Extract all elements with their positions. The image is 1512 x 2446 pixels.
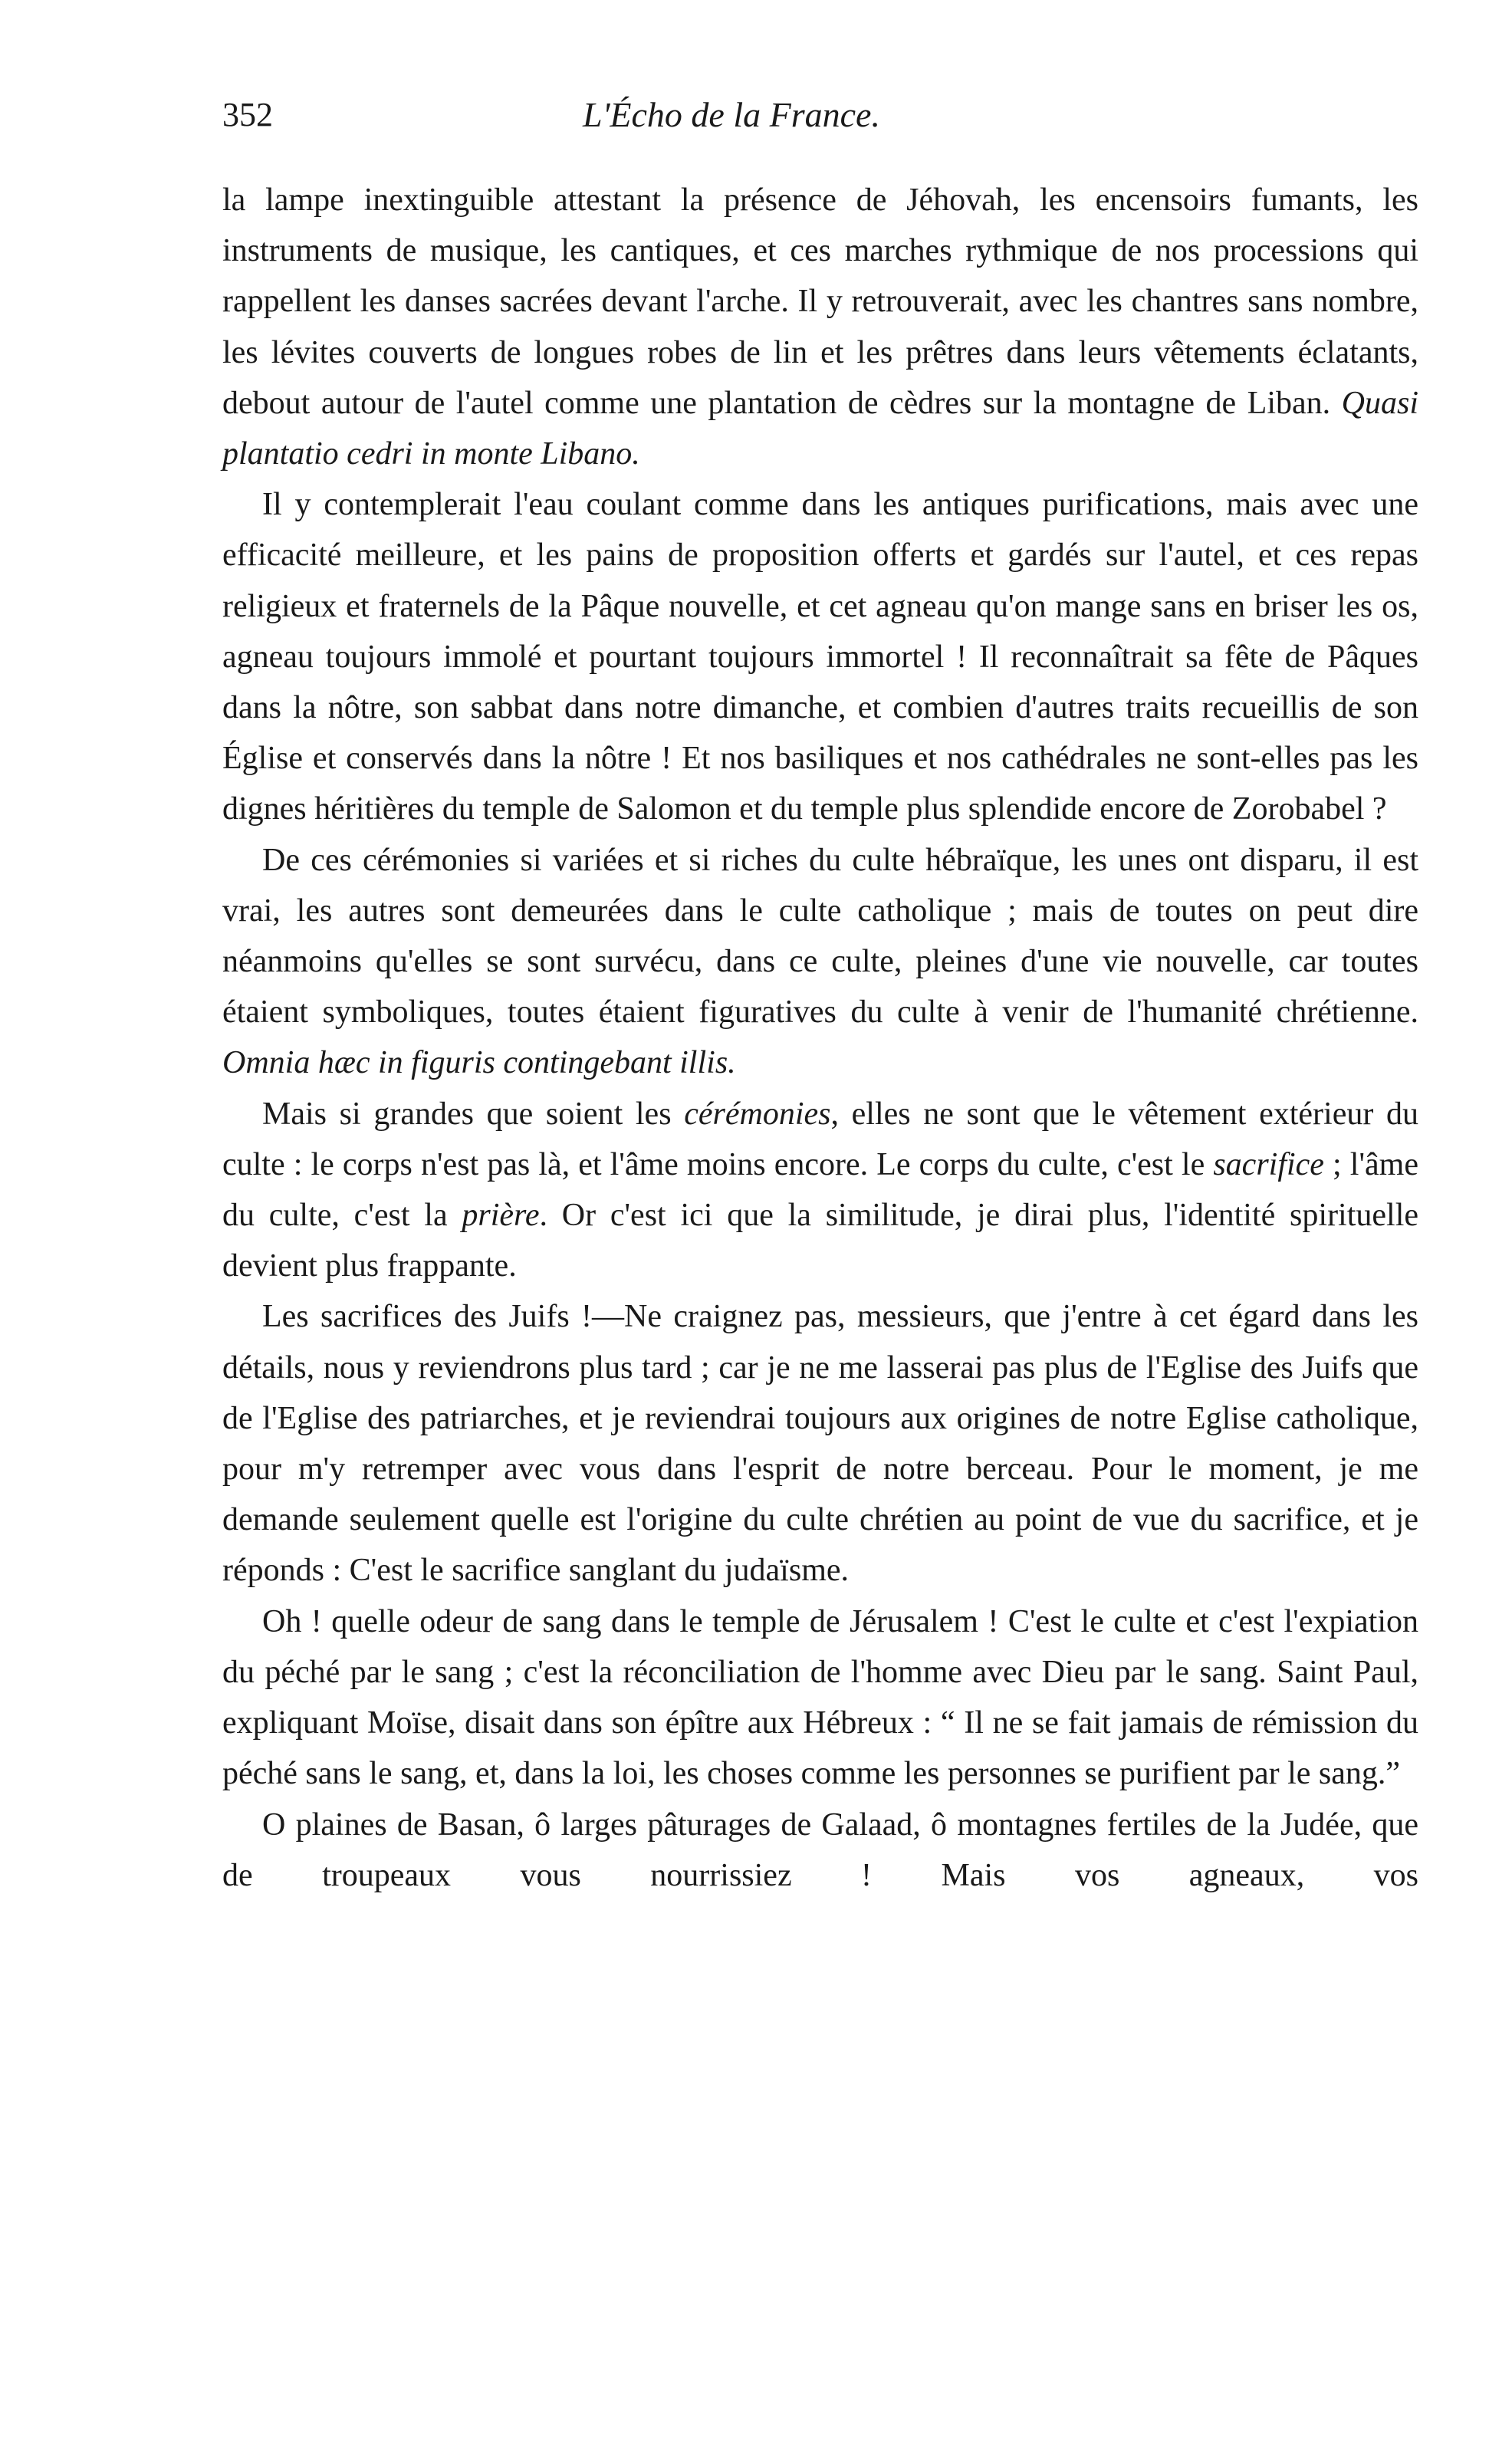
text-run: . Or c'est ici que la similitude, je dirai plus, l'identité spirituelle devient plus frappante. (222, 1198, 1419, 1284)
italic-text: prière (462, 1198, 540, 1234)
italic-text: Quasi plantatio cedri in monte Libano. (222, 385, 1418, 472)
paragraph (222, 835, 1418, 1089)
paragraph (222, 175, 1418, 479)
page-number: 352 (222, 96, 273, 133)
page-header (222, 92, 1418, 153)
text-run: Mais si grandes que soient les (262, 1096, 685, 1132)
text-run: Oh ! quelle odeur de sang dans le temple de Jérusalem ! C'est le culte et c'est l'expiation du péché par le sang ; c'est la réconciliation de l'homme avec Dieu par le sang. Saint Paul, expliquant Moïse, disait dans son épître aux Hébreux : “ Il ne se fait jamais de rémission du péché sans le sang, et, dans la loi, les choses comme les personnes se purifient par le sang.” (222, 1603, 1418, 1792)
text-run: Il y contemplerait l'eau coulant comme dans les antiques purifications, mais avec une efficacité meilleure, et les pains de proposition offerts et gardés sur l'autel, et ces repas religieux et fraternels de la Pâque nouvelle, et cet agneau qu'on mange sans en briser les os, agneau toujours immolé et pourtant toujours immortel ! Il reconnaîtrait sa fête de Pâques dans la nôtre, son sabbat dans notre dimanche, et combien d'autres traits recueillis de son Église et conservés dans la nôtre ! Et nos basiliques et nos cathédrales ne sont-elles pas les dignes héritières du temple de Salomon et du temple plus splendide encore de Zorobabel ? (222, 487, 1418, 827)
text-run: Les sacrifices des Juifs !—Ne craignez pas, messieurs, que j'entre à cet égard dans les détails, nous y reviendrons plus tard ; car je ne me lasserai pas plus de l'Eglise des Juifs que de l'Eglise des patriarches, et je reviendrai toujours aux origines de notre Eglise catholique, pour m'y retremper avec vous dans l'esprit de notre berceau. Pour le moment, je me demande seulement quelle est l'origine du culte chrétien au point de vue du sacrifice, et je réponds : C'est le sacrifice sanglant du judaïsme. (222, 1299, 1418, 1589)
running-title: L'Écho de la France. (583, 95, 880, 134)
italic-text: sacrifice (1213, 1146, 1324, 1182)
paragraph (222, 479, 1418, 834)
italic-text: cérémonies (684, 1096, 831, 1132)
text-run: ; l'âme du culte, c'est la (222, 1146, 1418, 1234)
text-run: , elles ne sont que le vêtement extérieur du culte : le corps n'est pas là, et l'âme moins encore. Le corps du culte, c'est le (222, 1096, 1419, 1182)
text-run: De ces cérémonies si variées et si riches du culte hébraïque, les unes ont disparu, il est vrai, les autres sont demeurées dans le culte catholique ; mais de toutes on peut dire néanmoins qu'elles se sont survécu, dans ce culte, pleines d'une vie nouvelle, car toutes étaient symboliques, toutes étaient figuratives du culte à venir de l'humanité chrétienne. (222, 842, 1418, 1031)
paragraph (222, 1089, 1418, 1292)
paragraph (222, 1291, 1418, 1596)
italic-text: Omnia hæc in figuris contingebant illis. (222, 1045, 736, 1081)
text-run: la lampe inextinguible attestant la présence de Jéhovah, les encensoirs fumants, les instruments de musique, les cantiques, et ces marches rythmique de nos processions qui rappellent les danses sacrées devant l'arche. Il y retrouverait, avec les chantres sans nombre, les lévites couverts de longues robes de lin et les prêtres dans leurs vêtements éclatants, debout autour de l'autel comme une plantation de cèdres sur la montagne de Liban. (222, 182, 1418, 421)
paragraph (222, 1596, 1418, 1800)
body-text (222, 175, 1418, 1901)
paragraph (222, 1800, 1418, 1901)
text-run: O plaines de Basan, ô larges pâturages de Galaad, ô montagnes fertiles de la Judée, que de troupeaux vous nourrissiez ! Mais vos agneaux, vos (222, 1807, 1418, 1893)
book-page (222, 92, 1418, 2362)
